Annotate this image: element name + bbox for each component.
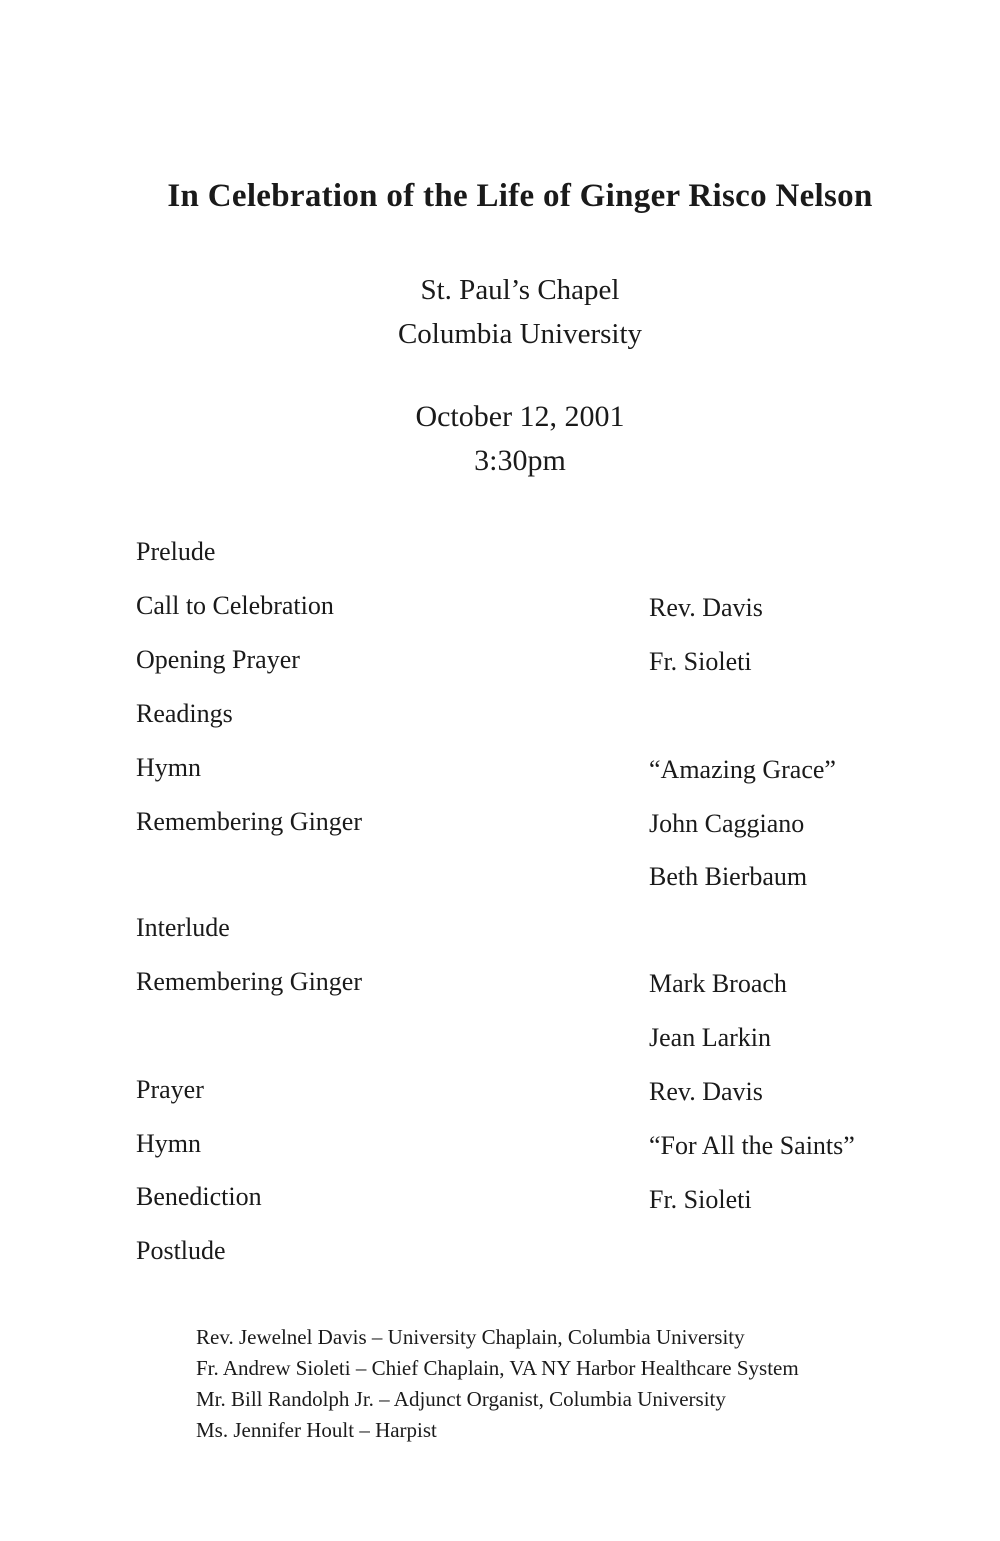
- program-leader: “Amazing Grace”: [649, 755, 836, 784]
- program-part: Readings: [136, 699, 233, 728]
- program-leader: “For All the Saints”: [649, 1131, 855, 1160]
- venue-university: Columbia University: [397, 318, 643, 350]
- program-leader: Fr. Sioleti: [649, 1185, 752, 1214]
- event-time: 3:30pm: [474, 444, 566, 477]
- program-part: Benediction: [136, 1182, 262, 1211]
- credit-line: Fr. Andrew Sioleti – Chief Chaplain, VA NY Harbor Healthcare System: [196, 1356, 799, 1380]
- program-part: Interlude: [136, 913, 230, 942]
- participant-credits: [196, 1322, 799, 1446]
- credit-line: Ms. Jennifer Hoult – Harpist: [196, 1418, 437, 1442]
- program-leader: John Caggiano: [649, 809, 805, 838]
- program-part: Hymn: [136, 1129, 201, 1158]
- program-part: Postlude: [136, 1236, 226, 1265]
- credit-line: Mr. Bill Randolph Jr. – Adjunct Organist, Columbia University: [196, 1387, 726, 1411]
- program-part: Hymn: [136, 753, 201, 782]
- program-part: Remembering Ginger: [136, 967, 362, 996]
- program-part: Prelude: [136, 537, 216, 566]
- program-part: Prayer: [136, 1075, 204, 1104]
- program-part: Call to Celebration: [136, 591, 334, 620]
- event-date: October 12, 2001: [415, 400, 625, 433]
- credit-line: Rev. Jewelnel Davis – University Chaplain, Columbia University: [196, 1325, 745, 1349]
- venue-chapel: St. Paul’s Chapel: [420, 274, 620, 306]
- page-title: In Celebration of the Life of Ginger Risco Nelson: [167, 178, 873, 214]
- program-part: Opening Prayer: [136, 645, 300, 674]
- program-leader: Rev. Davis: [649, 1077, 763, 1106]
- program-leader: Jean Larkin: [649, 1023, 772, 1052]
- program-leader: Rev. Davis: [649, 593, 763, 622]
- program-leader: Fr. Sioleti: [649, 647, 752, 676]
- program-part: Remembering Ginger: [136, 807, 362, 836]
- program-leader: Beth Bierbaum: [649, 862, 808, 891]
- program-leader: Mark Broach: [649, 969, 787, 998]
